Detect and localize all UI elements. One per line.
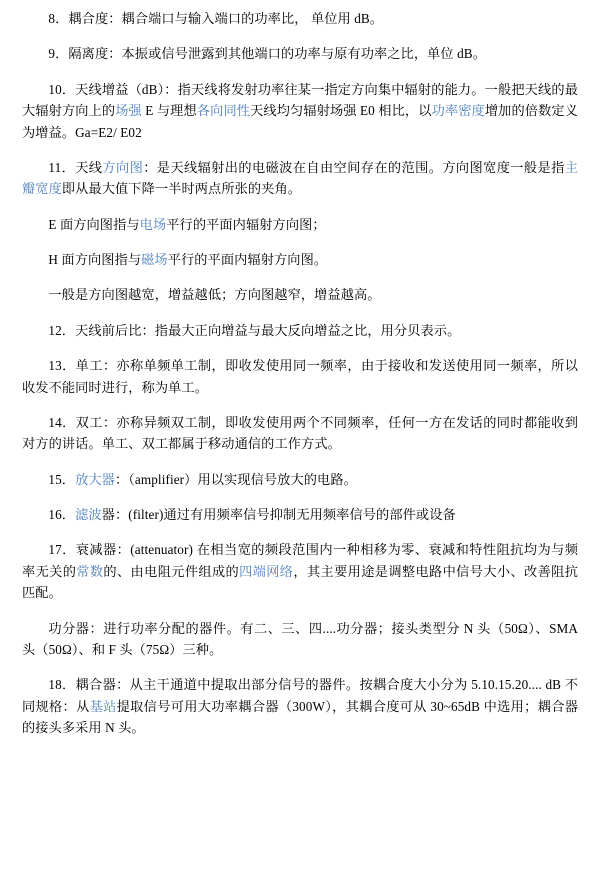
text-run: 8．耦合度：耦合端口与输入端口的功率比，	[48, 11, 308, 26]
paragraph-item-8-coupling	[22, 8, 578, 29]
text-run: 15．	[48, 471, 76, 487]
paragraph-pattern-width-gain-note	[22, 284, 578, 305]
paragraph-item-9-isolation	[22, 43, 578, 64]
inline-link[interactable]: 各向同性	[196, 103, 251, 119]
text-run: 10．天线增益（dB）：指天线将发射功率往某一指定方向集中辐射的能力。一般把天线的最大辐射方向上的	[22, 81, 578, 119]
paragraph-item-13-simplex	[22, 355, 578, 398]
paragraph-item-16-filter	[22, 504, 578, 525]
inline-link[interactable]: 滤波	[75, 507, 102, 522]
text-run: 13．单工：亦称单频单工制，即收发使用同一频率，由于接收和发送使用同一频率，所以收发不能同时进行，称为单工。	[22, 358, 578, 395]
paragraph-e-plane-pattern	[22, 214, 578, 235]
text-run: 11．天线	[48, 159, 103, 175]
text-run: 平行的平面内辐射方向图。	[167, 252, 328, 267]
inline-link[interactable]: 电场	[139, 216, 167, 232]
paragraph-power-divider	[22, 618, 578, 661]
paragraph-h-plane-pattern	[22, 249, 578, 270]
paragraph-item-10-antenna-gain	[22, 79, 578, 143]
text-run: 提取信号可用大功率耦合器（300W），其耦合度可从 30~65dB 中选用；耦合器的接头多采用 N 头。	[22, 698, 579, 735]
inline-link[interactable]: 功率密度	[431, 103, 485, 119]
text-run: E 面方向图指与	[48, 216, 140, 232]
text-run: E 与理想	[141, 103, 197, 119]
text-run: 12．天线前后比：指最大正向增益与最大反向增益之比，用分贝表示。	[48, 322, 461, 338]
inline-link[interactable]: 磁场	[141, 252, 168, 267]
text-run: 平行的平面内辐射方向图；	[166, 216, 326, 232]
inline-link[interactable]: 基站	[89, 698, 117, 714]
text-run: ：是天线辐射出的电磁波在自由空间存在的范围。方向图宽度一般是指	[143, 159, 565, 175]
paragraph-item-14-duplex	[22, 412, 578, 455]
text-run: 14．双工：亦称异频双工制，即收发使用两个不同频率，任何一方在发话的同时都能收到对方的讲话。单工、双工都属于移动通信的工作方式。	[22, 414, 578, 452]
text-run: 增加的倍数定义为增益。Ga=E2/ E02	[22, 103, 579, 140]
text-run: H 面方向图指与	[48, 252, 142, 267]
paragraph-item-18-coupler	[22, 674, 578, 738]
text-run: 一般是方向图越宽，增益越低；方向图越窄，增益越高。	[48, 287, 381, 303]
text-run: 17．衰减器：(attenuator) 在相当宽的频段范围内一种相移为零、衰减和特性阻抗均为与频率无关的	[22, 542, 578, 579]
text-run: 18．耦合器：从主干通道中提取出部分信号的器件。按耦合度大小分为 5.10.15.20.... dB 不同规格：从	[22, 677, 578, 714]
text-run: 9．隔离度：本振或信号泄露到其他端口的功率与原有功率之比，单位 dB。	[48, 46, 486, 62]
inline-link[interactable]: 放大器	[75, 471, 115, 487]
inline-link[interactable]: 方向图	[102, 159, 144, 175]
inline-link[interactable]: 主瓣宽度	[22, 159, 578, 197]
text-run: 即从最大值下降一半时两点所张的夹角。	[61, 181, 302, 197]
inline-link[interactable]: 常数	[76, 563, 104, 579]
paragraph-item-15-amplifier	[22, 469, 578, 490]
text-run: 16．	[48, 507, 76, 522]
text-run: 天线均匀辐射场强 E0 相比，以	[250, 103, 432, 119]
text-run: 功分器：进行功率分配的器件。有二、三、四....功分器；接头类型分 N 头（50Ω）、SMA 头（50Ω）、和 F 头（75Ω）三种。	[22, 620, 578, 657]
inline-link[interactable]: 场强	[115, 103, 142, 119]
text-run: 器：(filter)通过有用频率信号抑制无用频率信号的部件或设备	[101, 507, 456, 522]
text-run: 单位用 dB。	[307, 11, 384, 26]
paragraph-container	[22, 8, 578, 738]
inline-link[interactable]: 四端网络	[239, 563, 294, 579]
paragraph-item-17-attenuator	[22, 539, 578, 603]
text-run: ：（amplifier）用以实现信号放大的电路。	[114, 471, 357, 487]
text-run: 的、由电阻元件组成的	[103, 563, 240, 579]
text-run: ，其主要用途是调整电路中信号大小、改善阻抗匹配。	[22, 563, 579, 601]
paragraph-item-12-front-to-back	[22, 320, 578, 341]
paragraph-item-11-radiation-pattern	[22, 157, 578, 200]
